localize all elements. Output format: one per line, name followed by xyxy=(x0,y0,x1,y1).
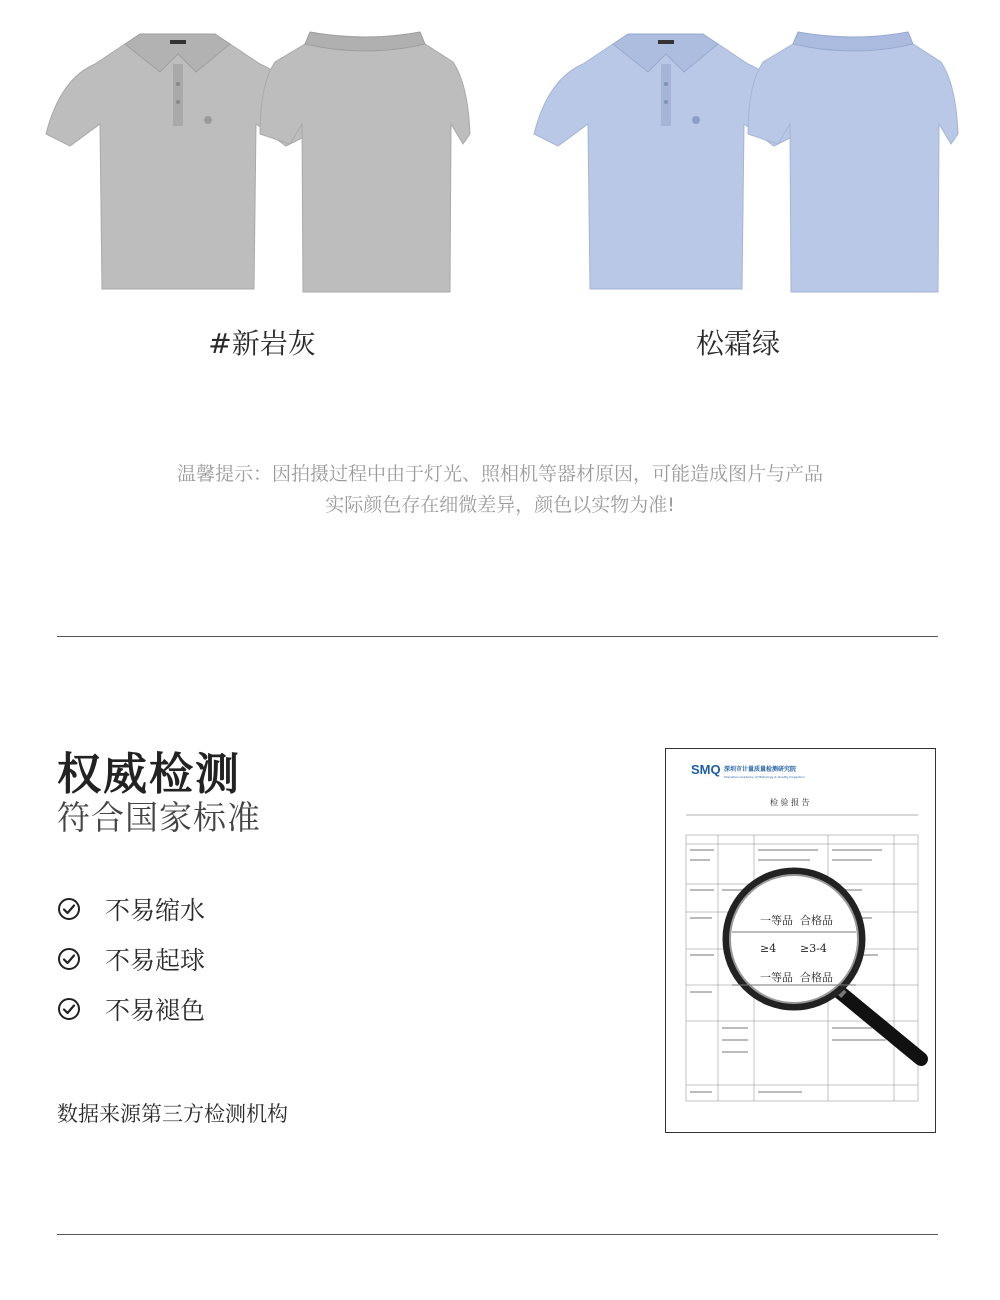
feature-label: 不易缩水 xyxy=(105,896,206,925)
gray-polo-back xyxy=(260,32,470,292)
magnified-text: 一等品 xyxy=(760,971,793,984)
disclaimer-line-1: 温馨提示：因拍摄过程中由于灯光、照相机等器材原因，可能造成图片与产品 xyxy=(176,463,823,485)
data-source-note: 数据来源第三方检测机构 xyxy=(57,1102,288,1126)
magnified-text: 合格品 xyxy=(800,971,833,984)
feature-item xyxy=(57,984,205,1034)
feature-label: 不易褪色 xyxy=(105,996,206,1025)
section-subtitle: 符合国家标准 xyxy=(57,798,261,837)
color-disclaimer xyxy=(0,459,1000,521)
blue-polo-images xyxy=(528,24,968,304)
gray-polo-images xyxy=(40,24,480,304)
report-document xyxy=(666,749,936,1133)
check-circle-icon xyxy=(57,997,81,1021)
feature-list xyxy=(57,884,205,1034)
product-gray-images xyxy=(40,24,480,304)
magnified-text: ≥3-4 xyxy=(800,942,827,955)
check-circle-icon xyxy=(57,897,81,921)
section-title: 权威检测 xyxy=(57,749,241,800)
inspection-report-image xyxy=(665,748,936,1133)
disclaimer-line-2: 实际颜色存在细微差异，颜色以实物为准! xyxy=(325,494,675,516)
feature-item xyxy=(57,884,205,934)
magnified-text: 合格品 xyxy=(800,914,833,927)
report-doc-title: 检 验 报 告 xyxy=(770,798,810,807)
check-circle-icon xyxy=(57,947,81,971)
magnified-text: 一等品 xyxy=(760,914,793,927)
feature-item xyxy=(57,934,205,984)
blue-polo-back xyxy=(748,32,958,292)
color-name-blue: 松霜绿 xyxy=(695,327,780,360)
product-blue-images xyxy=(528,24,968,304)
divider-bottom xyxy=(57,1234,938,1235)
magnified-text: ≥4 xyxy=(760,942,777,955)
report-org-name-en: Shenzhen Academy of Metrology & Quality Inspection xyxy=(724,775,805,779)
feature-label: 不易起球 xyxy=(105,946,206,975)
report-logo: SMQ xyxy=(691,762,721,777)
magnifier-icon xyxy=(726,871,921,1059)
report-org-name: 深圳市计量质量检测研究院 xyxy=(724,766,797,773)
color-name-gray: #新岩灰 xyxy=(208,327,316,360)
divider-top xyxy=(57,636,938,637)
